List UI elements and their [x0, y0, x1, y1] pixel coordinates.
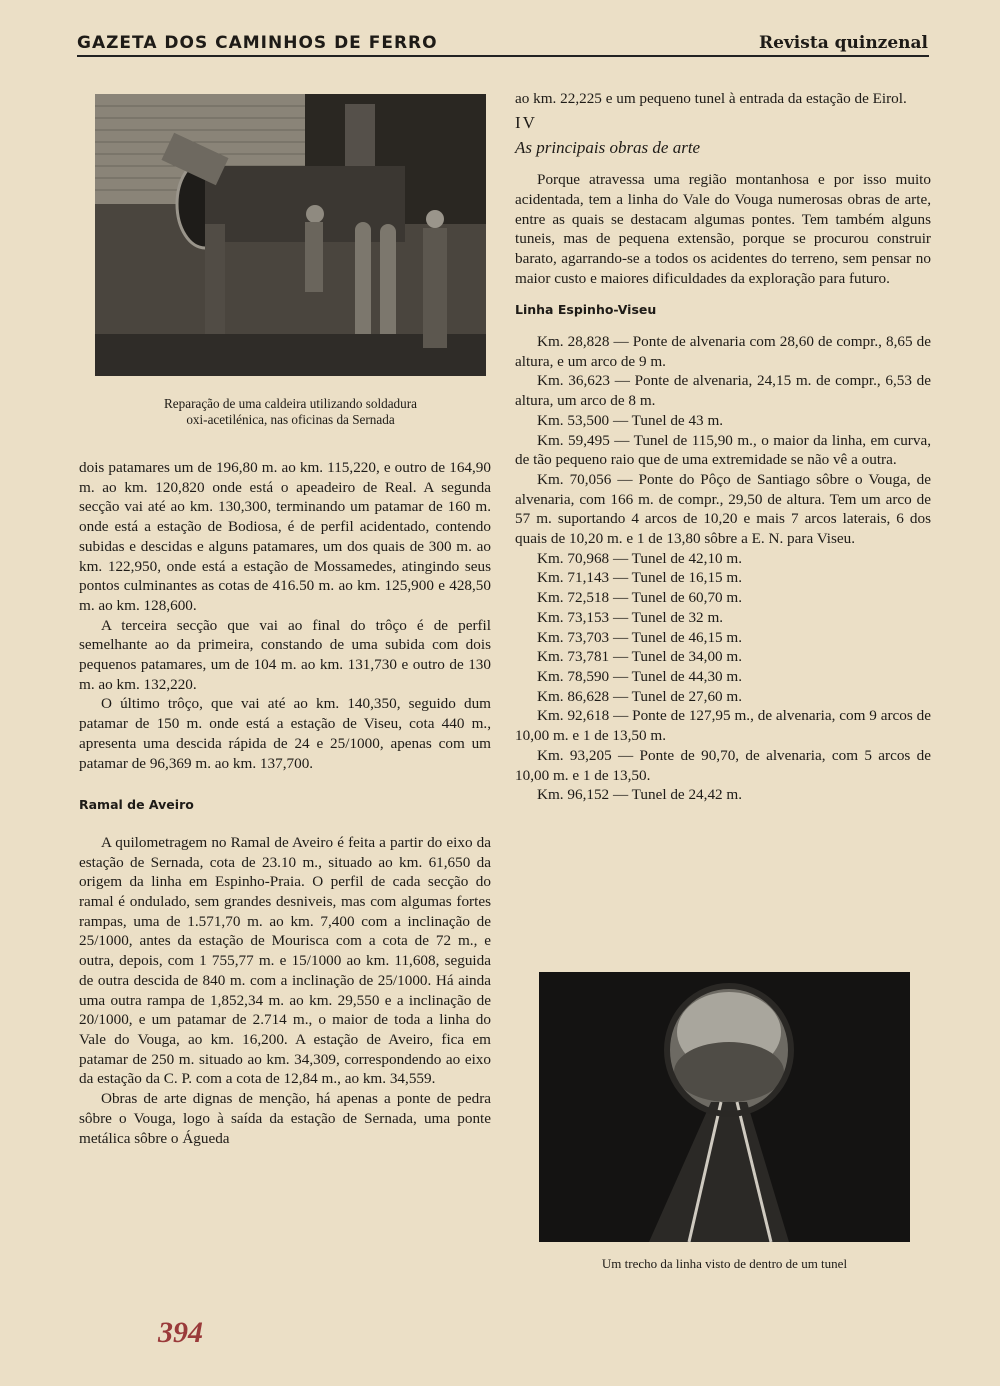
caption-line: oxi-acetilénica, nas oficinas da Sernada	[186, 411, 395, 427]
right-column	[515, 89, 931, 805]
journal-title: GAZETA DOS CAMINHOS DE FERRO	[77, 33, 438, 53]
tunnel-photo	[539, 972, 910, 1242]
tunnel-photo-caption: Um trecho da linha visto de dentro de um tunel	[601, 1256, 848, 1271]
section-subheading: Ramal de Aveiro	[79, 797, 194, 813]
list-item: Km. 70,968 — Tunel de 42,10 m.	[537, 549, 743, 567]
boiler-repair-image	[95, 94, 486, 376]
section-number: IV	[515, 112, 537, 132]
paragraph: O último trôço, que vai até ao km. 140,350, seguido dum patamar de 150 m. onde está a estação de Viseu, cota 440 m., apresenta uma descida rápida de 24 e 25/1000, apenas com um patamar de 96,369 m. ao km. 137,700.	[79, 695, 491, 772]
list-item: Km. 71,143 — Tunel de 16,15 m.	[537, 569, 743, 587]
list-item: Km. 53,500 — Tunel de 43 m.	[537, 411, 724, 429]
list-item: Km. 72,518 — Tunel de 60,70 m.	[537, 589, 743, 607]
paragraph: ao km. 22,225 e um pequeno tunel à entrada da estação de Eirol.	[515, 90, 907, 107]
list-item: Km. 73,703 — Tunel de 46,15 m.	[537, 628, 743, 646]
section-subheading: Linha Espinho-Viseu	[515, 302, 657, 318]
paragraph: Porque atravessa uma região montanhosa e por isso muito acidentada, tem a linha do Vale do Vouga numerosas obras de arte, entre as quais se destacam algumas pontes. Tem também alguns tuneis, mas de pequena extensão, porque se procurou construir barato, agarrando-se a todos os acidentes do terreno, sem pensar no maior custo e maiores dificuldades da exploração para futuro.	[515, 171, 931, 287]
list-item: Km. 73,153 — Tunel de 32 m.	[537, 608, 724, 626]
paragraph: dois patamares um de 196,80 m. ao km. 115,220, e outro de 164,90 m. ao km. 120,820 onde está o apeadeiro de Real. A segunda secção vai até ao km. 130,300, terminando um patamar de 160 m. onde está a estação de Bodiosa, é de perfil acidentado, contendo subidas e descidas e alguns patamares, um dos quais de 300 m. ao km. 122,950, onde está a estação de Mossamedes, atingindo seus pontos culminantes as cotas de 416.50 m. ao km. 125,900 e 428,50 m. ao km. 128,600.	[79, 459, 491, 614]
list-item: Km. 96,152 — Tunel de 24,42 m.	[537, 786, 743, 804]
caption-line: Reparação de uma caldeira utilizando soldadura	[163, 396, 417, 411]
list-item: Km. 73,781 — Tunel de 34,00 m.	[537, 648, 743, 666]
list-item: Km. 59,495 — Tunel de 115,90 m., o maior da linha, em curva, de tão pequeno raio que de uma extremidade se não vê a outra.	[515, 431, 931, 469]
paragraph: A terceira secção que vai ao final do trôço é de perfil semelhante ao da primeira, constando de uma subida com dois pequenos patamares, um de 104 m. ao km. 131,730 e outro de 130 m. ao km. 132,220.	[79, 616, 491, 693]
list-item: Km. 28,828 — Ponte de alvenaria com 28,60 de compr., 8,65 de altura, e um arco de 9 m.	[515, 333, 931, 370]
journal-subtitle: Revista quinzenal	[758, 33, 928, 53]
works-list	[515, 332, 931, 805]
left-column	[79, 458, 491, 1148]
section-title: As principais obras de arte	[515, 138, 701, 158]
list-item: Km. 78,590 — Tunel de 44,30 m.	[537, 667, 743, 685]
tunnel-image	[539, 972, 910, 1242]
page-number: 394	[158, 1316, 203, 1349]
paragraph: A quilometragem no Ramal de Aveiro é feita a partir do eixo da estação de Sernada, cota de 23.10 m., situado ao km. 61,650 da origem da linha em Espinho-Praia. O perfil de cada secção do ramal é ondulado, sem grandes desniveis, mas com algumas fortes rampas, uma de 1.571,70 m. ao km. 7,400 com a inclinação de 25/1000, antes da estação de Mourisca com a cota de 72 m., e outra, depois, com 1 755,77 m. e 15/1000 ao km. 11,608, seguida de outra descida de 840 m. com a inclinação de 25/1000. Há ainda uma outra rampa de 1,852,34 m. ao km. 29,550 e a inclinação de 20/1000, e um patamar de 2.714 m., o maior de toda a linha do Vale do Vouga, ao km. 16,200. A estação de Aveiro, fica em patamar de 250 m. situado ao km. 34,309, correspondendo ao eixo da estação da C. P. com a cota de 12,84 m., ao km. 34,559.	[79, 833, 491, 1088]
list-item: Km. 36,623 — Ponte de alvenaria, 24,15 m. de compr., 6,53 de altura, um arco de 8 m.	[515, 372, 931, 410]
header-rule	[77, 55, 929, 57]
list-item: Km. 93,205 — Ponte de 90,70, de alvenaria, com 5 arcos de 10,00 m. e 1 de 13,50.	[515, 746, 931, 784]
list-item: Km. 70,056 — Ponte do Pôço de Santiago sôbre o Vouga, de alvenaria, com 166 m. de compr., 29,50 de altura. Tem um arco de 57 m. suportando 4 arcos de 10,20 e mais 7 arcos laterais, 6 dos quais de 10,20 m. e 1 de 13,80 sôbre a E. N. para Viseu.	[515, 470, 931, 548]
list-item: Km. 92,618 — Ponte de 127,95 m., de alvenaria, com 9 arcos de 10,00 m. e 1 de 13,50 m.	[515, 707, 931, 745]
boiler-photo-caption	[95, 396, 486, 427]
boiler-repair-photo	[95, 94, 486, 376]
paragraph: Obras de arte dignas de menção, há apenas a ponte de pedra sôbre o Vouga, logo à saída da estação de Sernada, uma ponte metálica sôbre o Águeda	[79, 1090, 491, 1147]
list-item: Km. 86,628 — Tunel de 27,60 m.	[537, 687, 743, 705]
